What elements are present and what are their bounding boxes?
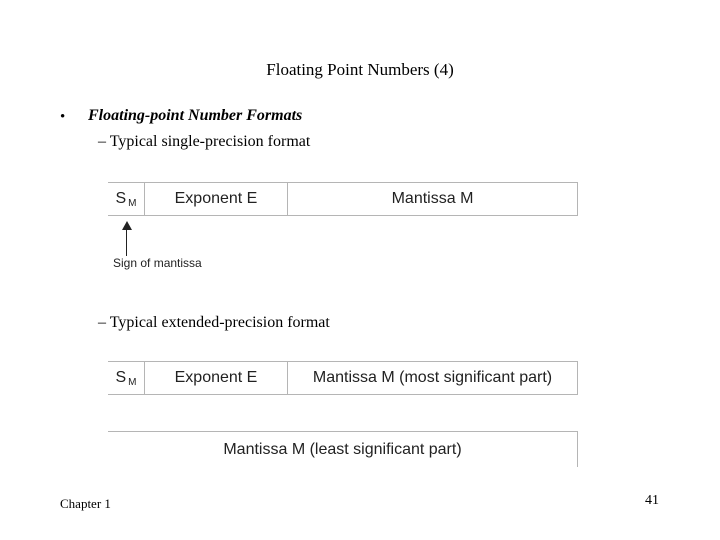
- mantissa-field: Mantissa M: [391, 190, 474, 207]
- extended-precision-mantissa-low-row: [108, 431, 578, 467]
- section-heading: Floating-point Number Formats: [88, 107, 303, 124]
- slide-title: Floating Point Numbers (4): [266, 60, 454, 79]
- sign-field: [108, 183, 145, 215]
- mantissa-high-field: Mantissa M (most significant part): [312, 369, 553, 386]
- single-precision-format-diagram: [108, 182, 578, 216]
- extended-precision-label: – Typical extended-precision format: [98, 314, 330, 331]
- arrow-shaft: [126, 228, 127, 256]
- sign-letter: S: [115, 190, 127, 207]
- sign-subscript: M: [128, 197, 137, 209]
- page-number: 41: [645, 493, 659, 508]
- mantissa-low-field: Mantissa M (least significant part): [223, 440, 462, 458]
- single-precision-label: – Typical single-precision format: [98, 133, 311, 150]
- sign-field: [108, 362, 145, 394]
- bullet-marker: •: [60, 109, 66, 125]
- extended-precision-format-diagram: [108, 361, 578, 395]
- footer-chapter: Chapter 1: [60, 496, 111, 511]
- arrow-up-icon: [122, 221, 132, 230]
- exponent-field: Exponent E: [145, 183, 288, 215]
- sign-subscript: M: [128, 376, 137, 388]
- exponent-field: Exponent E: [145, 362, 288, 394]
- sign-letter: S: [115, 369, 127, 386]
- sign-of-mantissa-caption: Sign of mantissa: [113, 256, 202, 270]
